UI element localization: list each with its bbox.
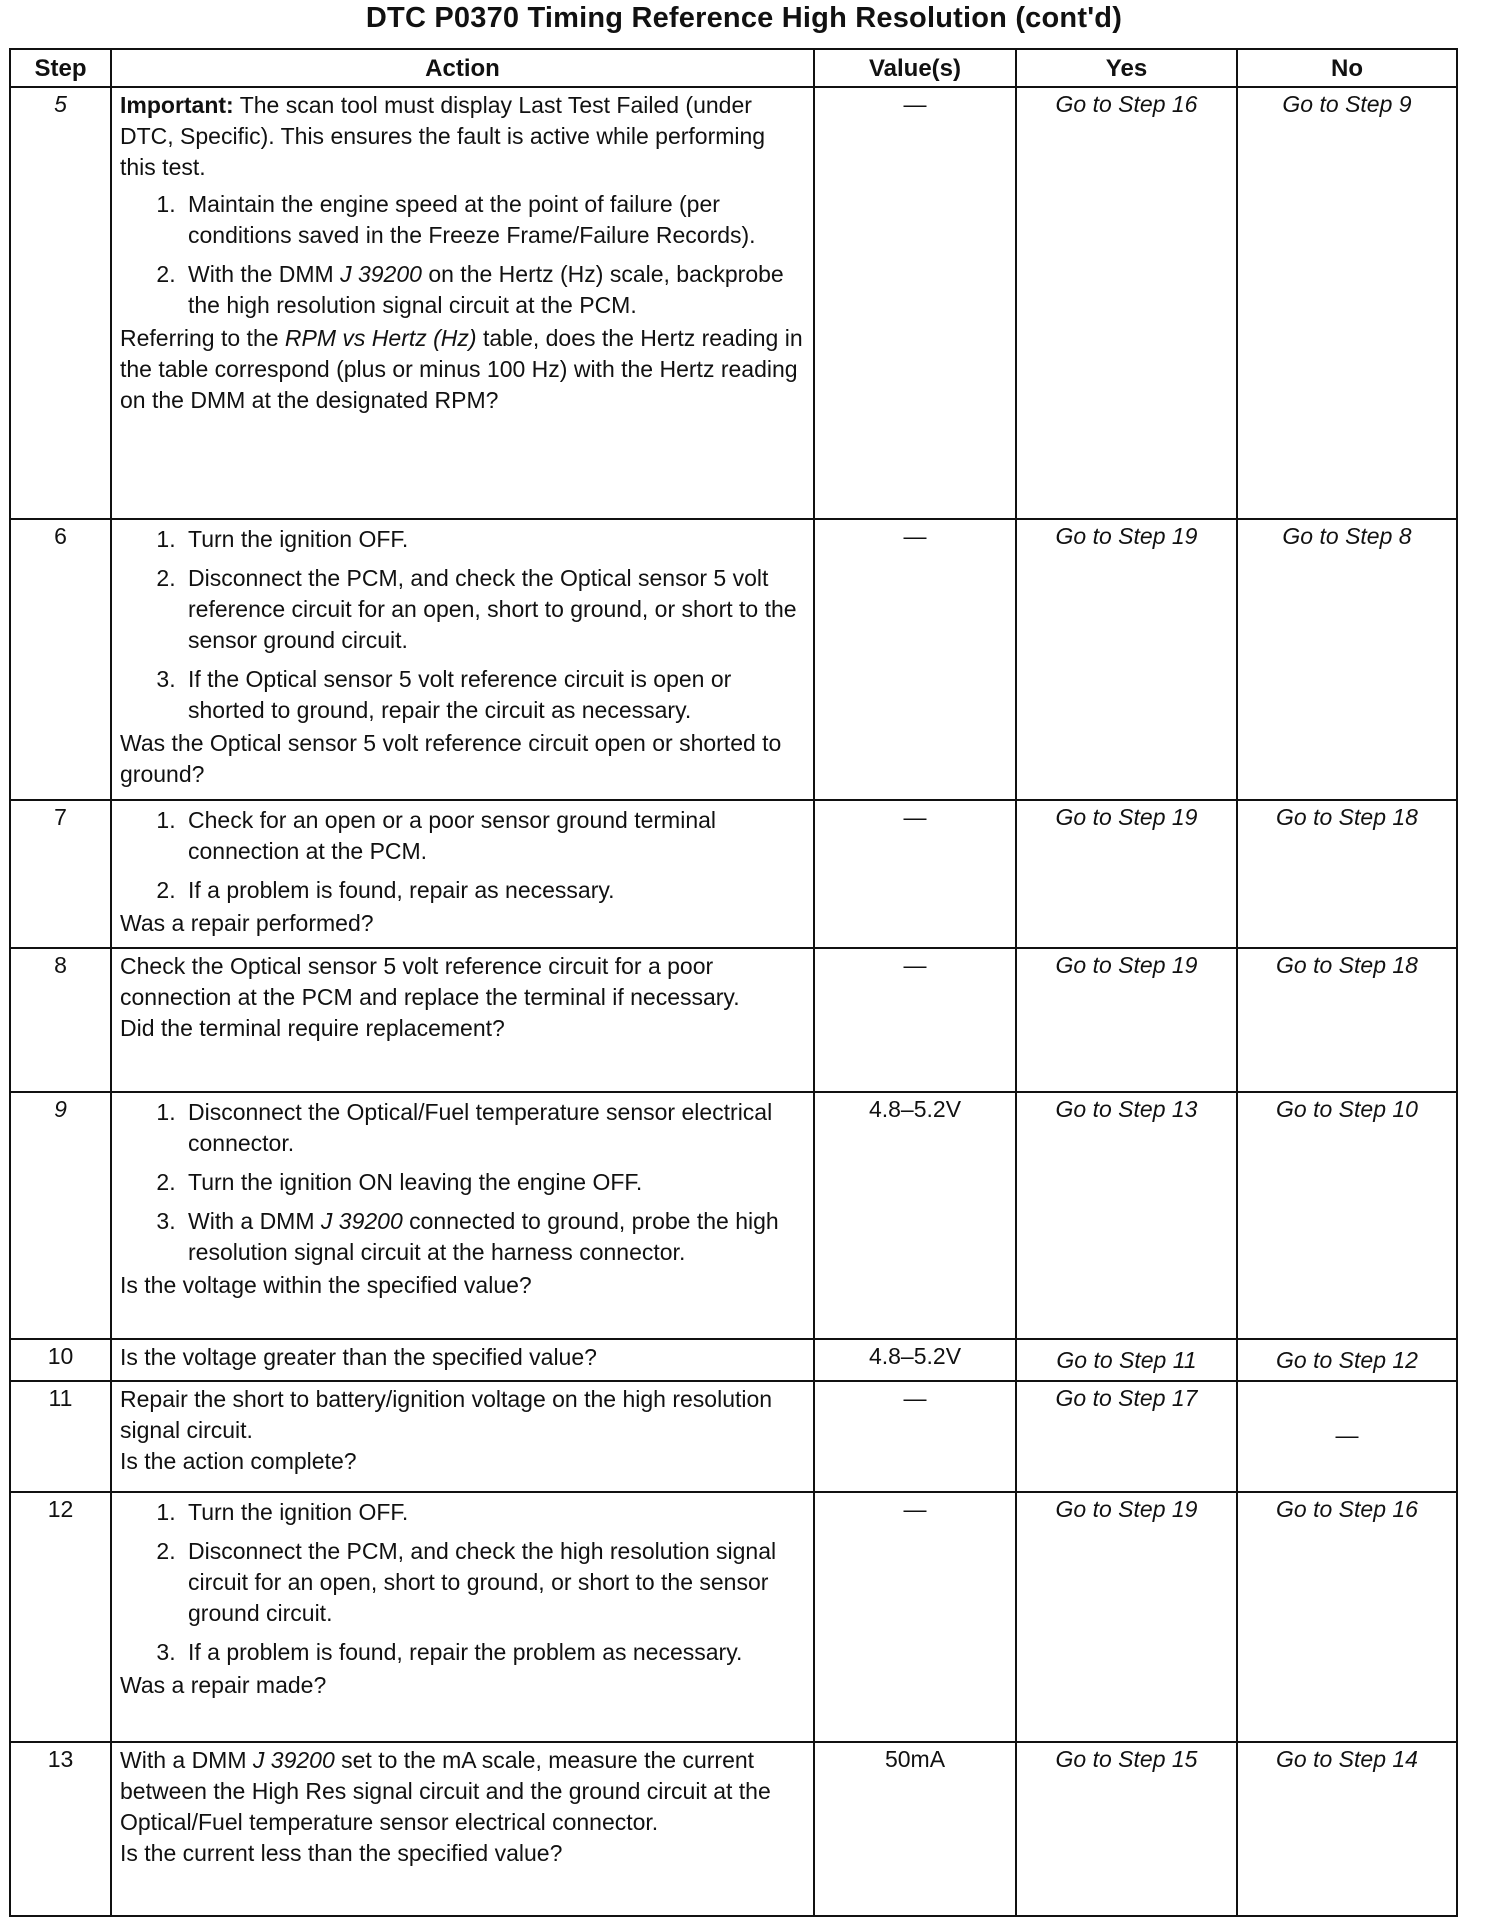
action-item-text: With the DMM [188, 261, 341, 287]
header-no: No [1237, 49, 1457, 87]
table-reference: RPM vs Hertz (Hz) [284, 325, 477, 351]
yes-cell: Go to Step 15 [1016, 1742, 1237, 1916]
action-item [182, 259, 807, 321]
action-question: Is the voltage greater than the specified value? [120, 1344, 597, 1370]
action-item: 2. Disconnect the PCM, and check the Optical sensor 5 volt reference circuit for an open, short to ground, or short to the sensor ground circuit. [182, 563, 807, 656]
table-row-step-11 [10, 1381, 1457, 1492]
action-question: Was a repair made? [120, 1672, 327, 1698]
yes-cell: Go to Step 16 [1016, 87, 1237, 519]
action-question: Is the voltage within the specified value? [120, 1272, 532, 1298]
action-cell [111, 1339, 814, 1381]
no-cell: Go to Step 18 [1237, 948, 1457, 1092]
action-item: 1. Turn the ignition OFF. [182, 1497, 807, 1528]
step-number [10, 1381, 111, 1492]
header-action: Action [111, 49, 814, 87]
no-cell: Go to Step 14 [1237, 1742, 1457, 1916]
action-item: 3. If a problem is found, repair the problem as necessary. [182, 1637, 807, 1668]
table-row-step-12 [10, 1492, 1457, 1742]
action-question: Did the terminal require replacement? [120, 1015, 505, 1041]
step-number-text: 7 [54, 804, 67, 830]
question-text: Referring to the [120, 325, 285, 351]
yes-cell: Go to Step 13 [1016, 1092, 1237, 1339]
yes-cell: Go to Step 17 [1016, 1381, 1237, 1492]
no-cell: Go to Step 9 [1237, 87, 1457, 519]
action-list [120, 524, 807, 726]
action-item: 1. Maintain the engine speed at the point of failure (per conditions saved in the Freeze Frame/Failure Records). [182, 189, 807, 251]
action-list [120, 1497, 807, 1668]
step-number-text: 10 [47, 1343, 74, 1369]
value-cell: — [814, 87, 1016, 519]
action-item-text: With a DMM [188, 1208, 321, 1234]
value-cell: — [814, 519, 1016, 800]
value-cell: 4.8–5.2V [814, 1092, 1016, 1339]
important-text: The scan tool must display Last Test Failed (under DTC, Specific). This ensures the fault is active while performing this test. [120, 92, 766, 180]
action-cell [111, 1742, 814, 1916]
action-list [120, 189, 807, 321]
important-note [120, 90, 807, 183]
step-number [10, 1742, 111, 1916]
action-cell [111, 1381, 814, 1492]
value-cell: 4.8–5.2V [814, 1339, 1016, 1381]
step-number [10, 1339, 111, 1381]
step-number [10, 1092, 111, 1339]
yes-cell: Go to Step 19 [1016, 948, 1237, 1092]
value-cell: — [814, 1492, 1016, 1742]
action-cell [111, 1092, 814, 1339]
yes-cell: Go to Step 19 [1016, 519, 1237, 800]
table-row-step-5 [10, 87, 1457, 519]
action-list [120, 805, 807, 906]
step-number [10, 948, 111, 1092]
action-item: 1. Check for an open or a poor sensor ground terminal connection at the PCM. [182, 805, 807, 867]
action-item-text: connected to ground, probe the high resolution signal circuit at the harness connector. [188, 1208, 779, 1265]
yes-cell: Go to Step 19 [1016, 800, 1237, 948]
action-cell [111, 948, 814, 1092]
step-number [10, 800, 111, 948]
action-list [120, 1097, 807, 1268]
table-row-step-10 [10, 1339, 1457, 1381]
step-number-text: 5 [54, 91, 67, 117]
table-row-step-7 [10, 800, 1457, 948]
action-text-part: set to the mA scale, measure the current between the High Res signal circuit and the ground circuit at the Optical/Fuel temperature sensor electrical connector. [120, 1747, 771, 1835]
table-row-step-8 [10, 948, 1457, 1092]
table-row-step-6 [10, 519, 1457, 800]
tool-reference: J 39200 [252, 1747, 335, 1773]
action-item: 1. Turn the ignition OFF. [182, 524, 807, 555]
step-number [10, 87, 111, 519]
action-cell [111, 800, 814, 948]
header-values: Value(s) [814, 49, 1016, 87]
no-cell: Go to Step 12 [1237, 1339, 1457, 1381]
action-text: Repair the short to battery/ignition voltage on the high resolution signal circuit. [120, 1386, 773, 1443]
step-number-text: 9 [54, 1096, 67, 1122]
value-cell: — [814, 800, 1016, 948]
action-cell [111, 1492, 814, 1742]
table-row-step-9 [10, 1092, 1457, 1339]
action-item: 2. If a problem is found, repair as necessary. [182, 875, 807, 906]
no-cell: Go to Step 16 [1237, 1492, 1457, 1742]
step-number [10, 519, 111, 800]
action-item-text: on the Hertz (Hz) scale, backprobe the high resolution signal circuit at the PCM. [188, 261, 784, 318]
value-cell: 50mA [814, 1742, 1016, 1916]
action-item: 1. Disconnect the Optical/Fuel temperature sensor electrical connector. [182, 1097, 807, 1159]
step-number-text: 6 [54, 523, 67, 549]
page-title: DTC P0370 Timing Reference High Resolution (cont'd) [365, 2, 1123, 34]
action-item: 3. If the Optical sensor 5 volt reference circuit is open or shorted to ground, repair the circuit as necessary. [182, 664, 807, 726]
action-item: 2. Disconnect the PCM, and check the high resolution signal circuit for an open, short to ground, or short to the sensor ground circuit. [182, 1536, 807, 1629]
header-row [10, 49, 1457, 87]
step-number-text: 12 [47, 1496, 74, 1522]
value-cell: — [814, 948, 1016, 1092]
step-number-text: 8 [54, 952, 67, 978]
important-label: Important: [120, 92, 234, 118]
step-number-text: 13 [47, 1746, 74, 1772]
header-step: Step [10, 49, 111, 87]
yes-cell: Go to Step 19 [1016, 1492, 1237, 1742]
action-question [120, 323, 807, 416]
tool-reference: J 39200 [340, 261, 422, 287]
tool-reference: J 39200 [320, 1208, 403, 1234]
no-cell: — [1237, 1381, 1457, 1492]
header-yes: Yes [1016, 49, 1237, 87]
action-text [120, 1745, 807, 1838]
action-cell [111, 87, 814, 519]
action-question: Was the Optical sensor 5 volt reference circuit open or shorted to ground? [120, 730, 782, 787]
action-text-part: With a DMM [120, 1747, 253, 1773]
action-cell [111, 519, 814, 800]
no-cell: Go to Step 8 [1237, 519, 1457, 800]
diagnostic-table [9, 48, 1458, 1917]
step-number-text: 11 [48, 1385, 73, 1411]
question-text: table, does the Hertz reading in the table correspond (plus or minus 100 Hz) with the Hertz reading on the DMM at the designated RPM? [120, 325, 803, 413]
action-question: Is the action complete? [120, 1448, 357, 1474]
action-question: Is the current less than the specified value? [120, 1840, 563, 1866]
yes-cell: Go to Step 11 [1016, 1339, 1237, 1381]
action-text: Check the Optical sensor 5 volt reference circuit for a poor connection at the PCM and replace the terminal if necessary. [120, 953, 740, 1010]
no-cell: Go to Step 10 [1237, 1092, 1457, 1339]
action-item: 2. Turn the ignition ON leaving the engine OFF. [182, 1167, 807, 1198]
no-cell: Go to Step 18 [1237, 800, 1457, 948]
action-question: Was a repair performed? [120, 910, 374, 936]
step-number [10, 1492, 111, 1742]
table-row-step-13 [10, 1742, 1457, 1916]
value-cell: — [814, 1381, 1016, 1492]
action-item [182, 1206, 807, 1268]
